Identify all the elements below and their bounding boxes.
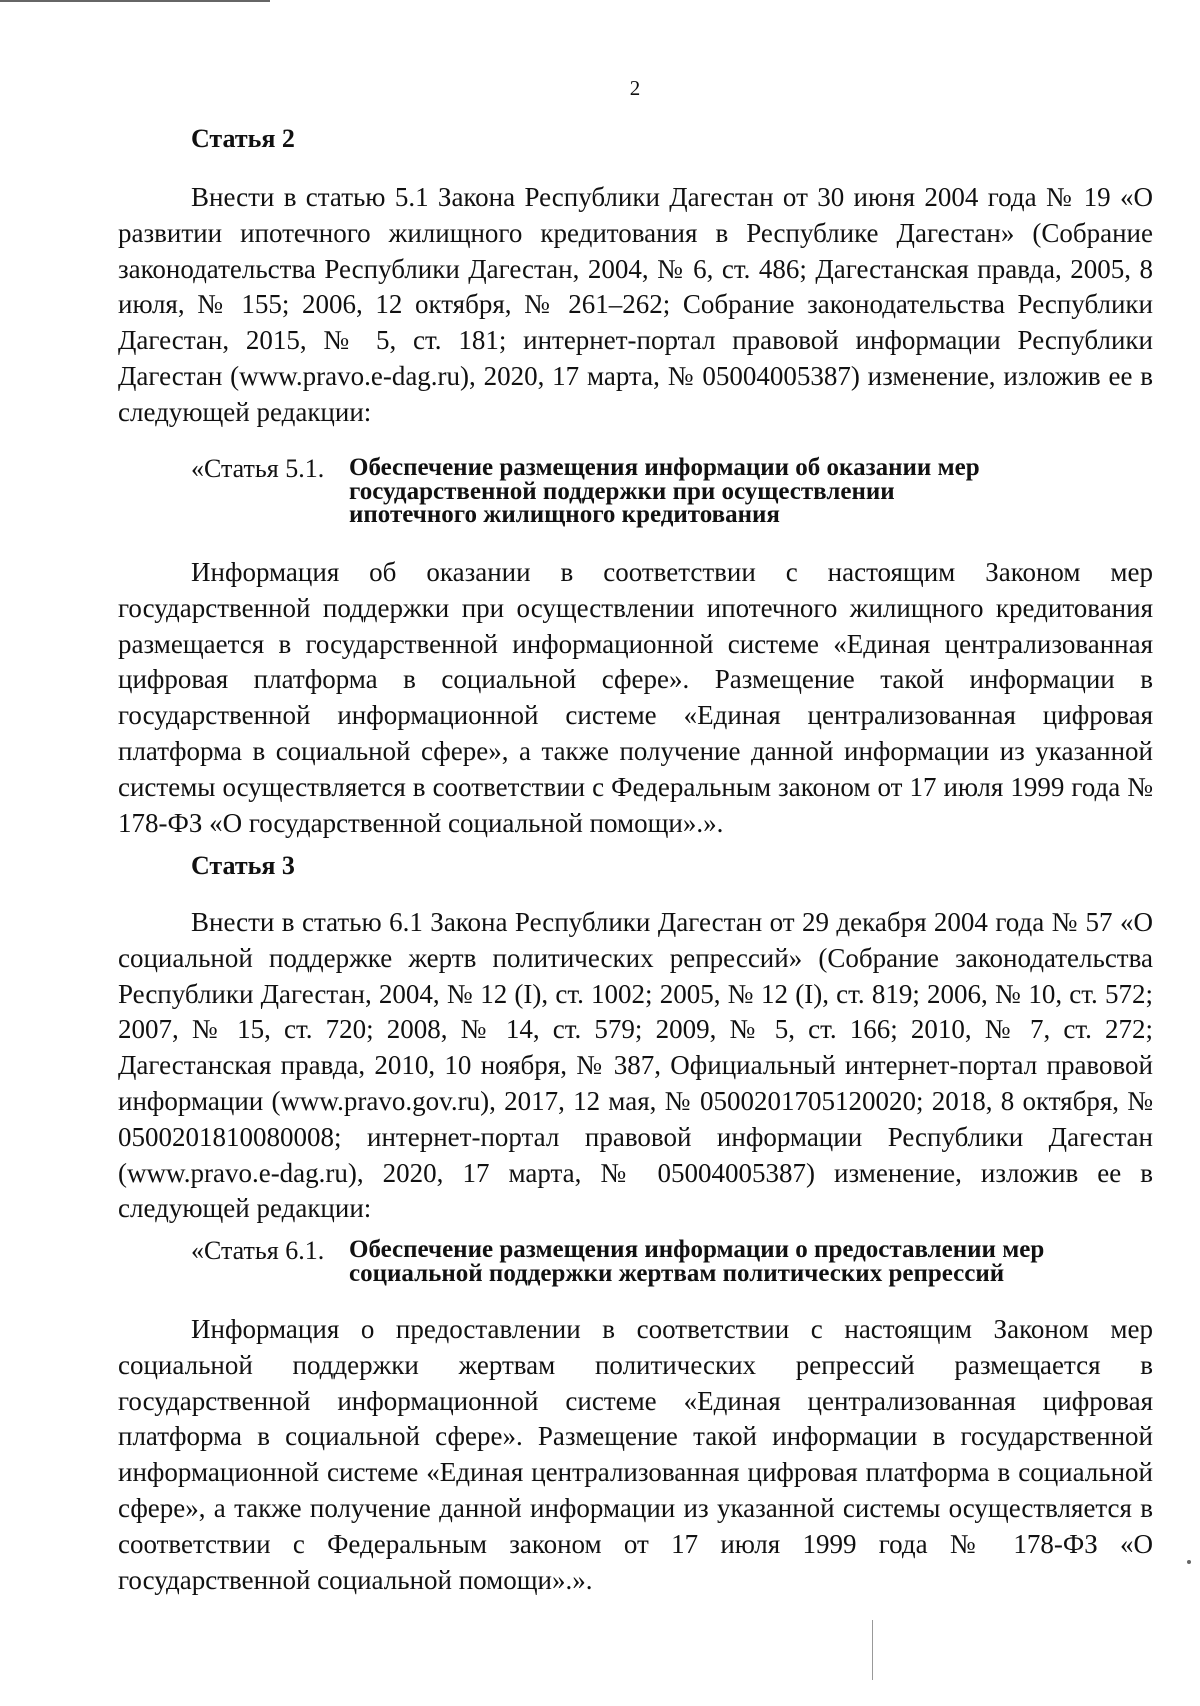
scan-artifact-line — [872, 1620, 873, 1680]
article-6-1-body: Информация о предоставлении в соответствии с настоящим Законом мер социальной поддержки жертвам политических репрессий размещается в государственной информационной системе «Единая централизованная цифровая платформа в социальной сфере». Размещение такой информации в государственной информационной системе «Единая централизованная цифровая платформа в социальной сфере», а также получение данной информации из указанной системы осуществляется в соответствии с Федеральным законом от 17 июля 1999 года № 178-ФЗ «О государственной социальной помощи».». — [118, 1314, 1153, 1595]
article-5-1-title-text — [349, 456, 980, 527]
article-2-heading: Статья 2 — [191, 124, 295, 153]
scan-edge-line — [0, 0, 270, 2]
scan-artifact-dot — [1187, 1560, 1191, 1564]
article-5-1-title-line-2: государственной поддержки при осуществлении — [349, 477, 895, 505]
article-3-heading: Статья 3 — [191, 851, 295, 880]
article-6-1-title-text — [349, 1238, 1044, 1285]
article-3-intro: Внести в статью 6.1 Закона Республики Дагестан от 29 декабря 2004 года № 57 «О социальной поддержке жертв политических репрессий» (Собрание законодательства Республики Дагестан, 2004, № 12 (I), ст. 1002; 2005, № 12 (I), ст. 819; 2006, № 10, ст. 572; 2007, № 15, ст. 720; 2008, № 14, ст. 579; 2009, № 5, ст. 166; 2010, № 7, ст. 272; Дагестанская правда, 2010, 10 ноября, № 387, Официальный интернет-портал правовой информации (www.pravo.gov.ru), 2017, 12 мая, № 0500201705120020; 2018, 8 октября, № 0500201810080008; интернет-портал правовой информации Республики Дагестан (www.pravo.e-dag.ru), 2020, 17 марта, № 05004005387) изменение, изложив ее в следующей редакции: — [118, 907, 1153, 1224]
page-number: 2 — [629, 76, 641, 100]
article-6-1-title-line-1: Обеспечение размещения информации о предоставлении мер — [349, 1236, 1045, 1263]
article-2-intro: Внести в статью 5.1 Закона Республики Дагестан от 30 июня 2004 года № 19 «О развитии ипотечного жилищного кредитования в Республике Дагестан» (Собрание законодательства Республики Дагестан, 2004, № 6, ст. 486; Дагестанская правда, 2005, 8 июля, № 155; 2006, 12 октября, № 261–262; Собрание законодательства Республики Дагестан, 2015, № 5, ст. 181; интернет-портал правовой информации Республики Дагестан (www.pravo.e-dag.ru), 2020, 17 марта, № 05004005387) изменение, изложив ее в следующей редакции: — [118, 182, 1153, 427]
article-5-1-body: Информация об оказании в соответствии с настоящим Законом мер государственной поддержки при осуществлении ипотечного жилищного кредитования размещается в государственной информационной системе «Единая централизованная цифровая платформа в социальной сфере». Размещение такой информации в государственной информационной системе «Единая централизованная цифровая платформа в социальной сфере», а также получение данной информации из указанной системы осуществляется в соответствии с Федеральным законом от 17 июля 1999 года № 178-ФЗ «О государственной социальной помощи».». — [118, 557, 1153, 838]
article-6-1-title-line-2: социальной поддержки жертвам политических репрессий — [349, 1259, 1005, 1287]
article-6-1-label: «Статья 6.1. — [191, 1236, 325, 1265]
article-5-1-title-line-1: Обеспечение размещения информации об оказании мер — [349, 454, 980, 481]
article-5-1-label: «Статья 5.1. — [191, 454, 325, 483]
article-5-1-title-line-3: ипотечного жилищного кредитования — [349, 501, 780, 528]
